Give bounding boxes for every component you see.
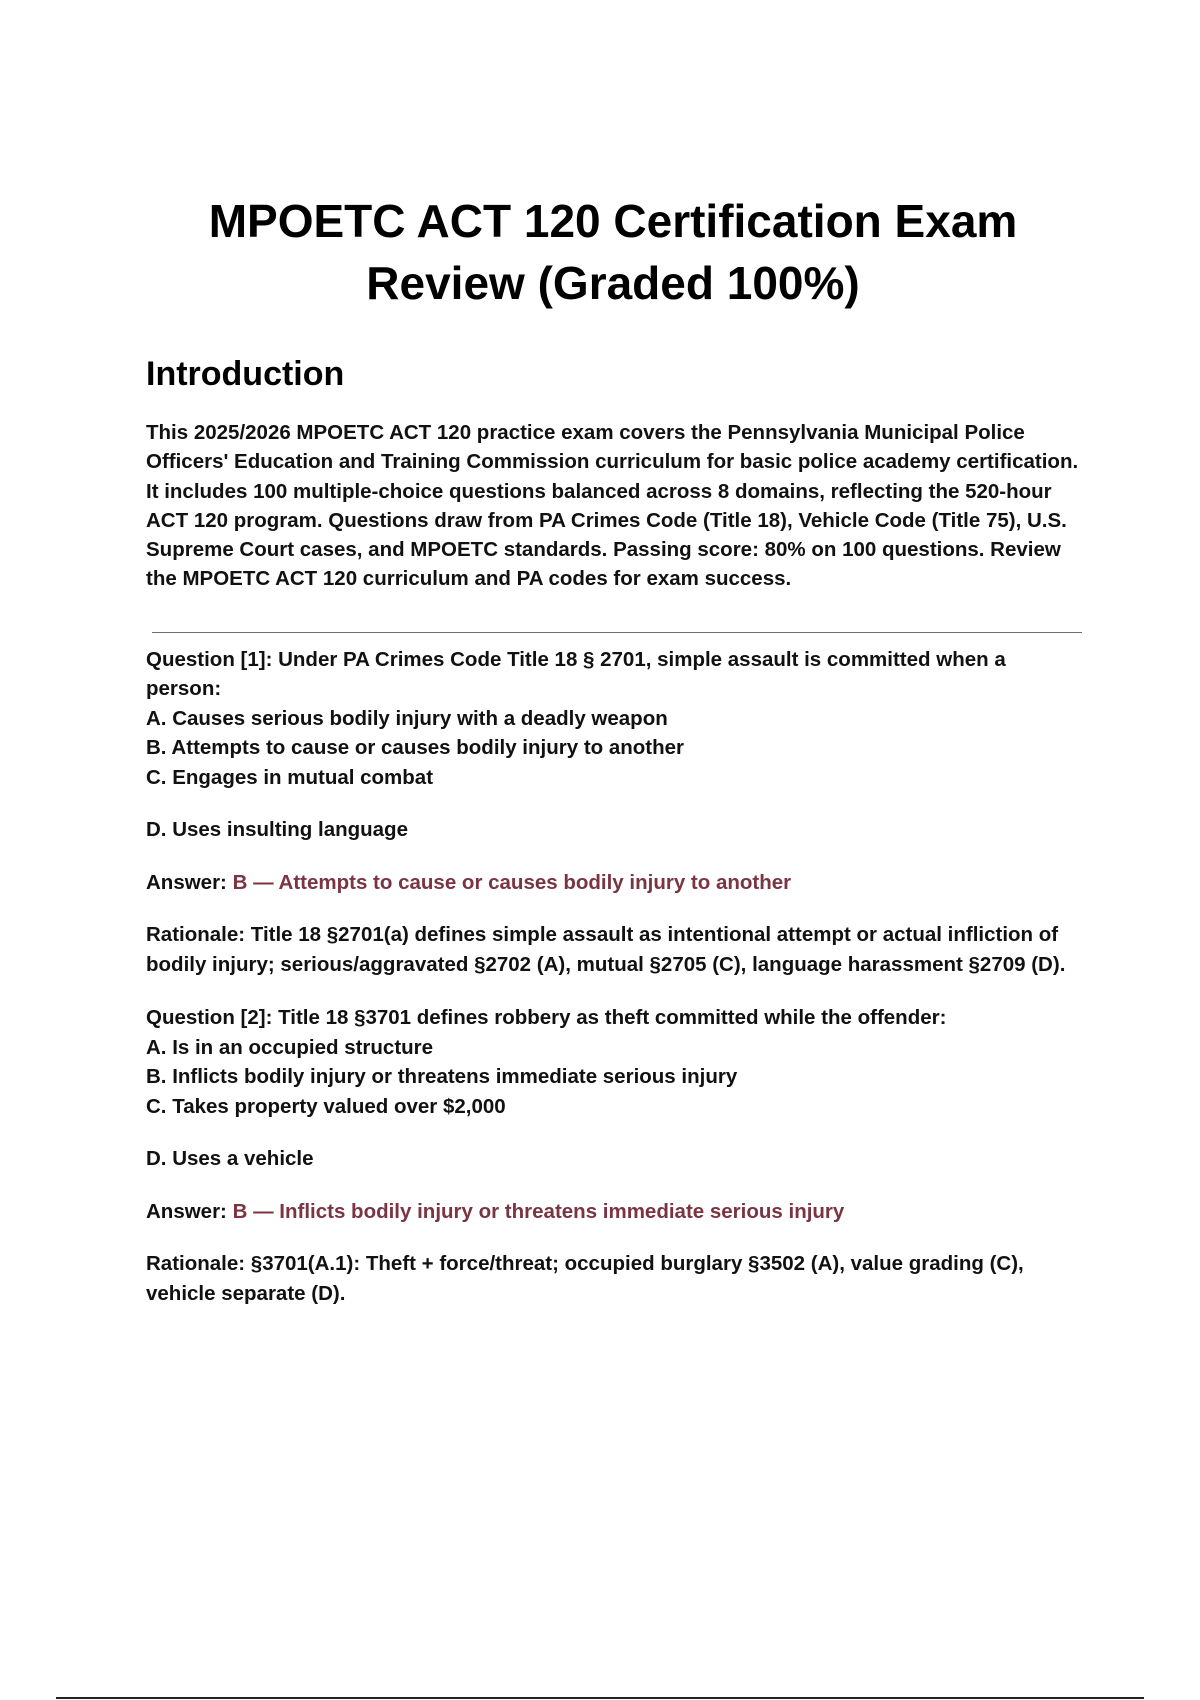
rationale-text: Rationale: Title 18 §2701(a) defines simple assault as intentional attempt or actual infliction of bodily injury; serious/aggravated §2702 (A), mutual §2705 (C), language harassment §2709 (D).: [146, 923, 1066, 976]
answer-line: [146, 868, 1086, 898]
section-divider: [152, 632, 1082, 633]
intro-paragraph: This 2025/2026 MPOETC ACT 120 practice exam covers the Pennsylvania Municipal Police Officers' Education and Training Commission curriculum for basic police academy certification. It includes 100 multiple-choice questions balanced across 8 domains, reflecting the 520-hour ACT 120 program. Questions draw from PA Crimes Code (Title 18), Vehicle Code (Title 75), U.S. Supreme Court cases, and MPOETC standards. Passing score: 80% on 100 questions. Review the MPOETC ACT 120 curriculum and PA codes for exam success.: [146, 421, 1079, 591]
option-b: B. Inflicts bodily injury or threatens immediate serious injury: [146, 1065, 738, 1089]
title-line-1: MPOETC ACT 120 Certification Exam: [208, 195, 1018, 247]
question-text: Question [1]: Under PA Crimes Code Title 18 § 2701, simple assault is committed when a person:: [146, 647, 1006, 701]
document-page: [146, 190, 1086, 1308]
question-block-2: [146, 1003, 1086, 1308]
option-a: A. Is in an occupied structure: [146, 1035, 434, 1059]
answer-label: Answer:: [146, 870, 227, 894]
option-b: B. Attempts to cause or causes bodily injury to another: [146, 736, 685, 760]
option-c: C. Engages in mutual combat: [146, 765, 434, 789]
option-d: D. Uses a vehicle: [146, 1147, 314, 1171]
intro-heading: Introduction: [146, 355, 345, 393]
answer-label: Answer:: [146, 1199, 227, 1223]
rationale-text: Rationale: §3701(A.1): Theft + force/threat; occupied burglary §3502 (A), value grading (C), vehicle separate (D).: [146, 1252, 1024, 1305]
question-text: Question [2]: Title 18 §3701 defines robbery as theft committed while the offender:: [146, 1006, 947, 1030]
option-a: A. Causes serious bodily injury with a deadly weapon: [146, 706, 668, 730]
question-block-1: [146, 645, 1086, 980]
answer-text: B — Attempts to cause or causes bodily injury to another: [232, 870, 792, 894]
answer-line: [146, 1197, 1086, 1227]
option-c: C. Takes property valued over $2,000: [146, 1094, 506, 1118]
document-title: [140, 190, 1086, 314]
title-line-2: Review (Graded 100%): [366, 257, 860, 309]
page-bottom-rule: [56, 1697, 1144, 1699]
answer-text: B — Inflicts bodily injury or threatens immediate serious injury: [232, 1199, 845, 1223]
option-d: D. Uses insulting language: [146, 818, 408, 842]
